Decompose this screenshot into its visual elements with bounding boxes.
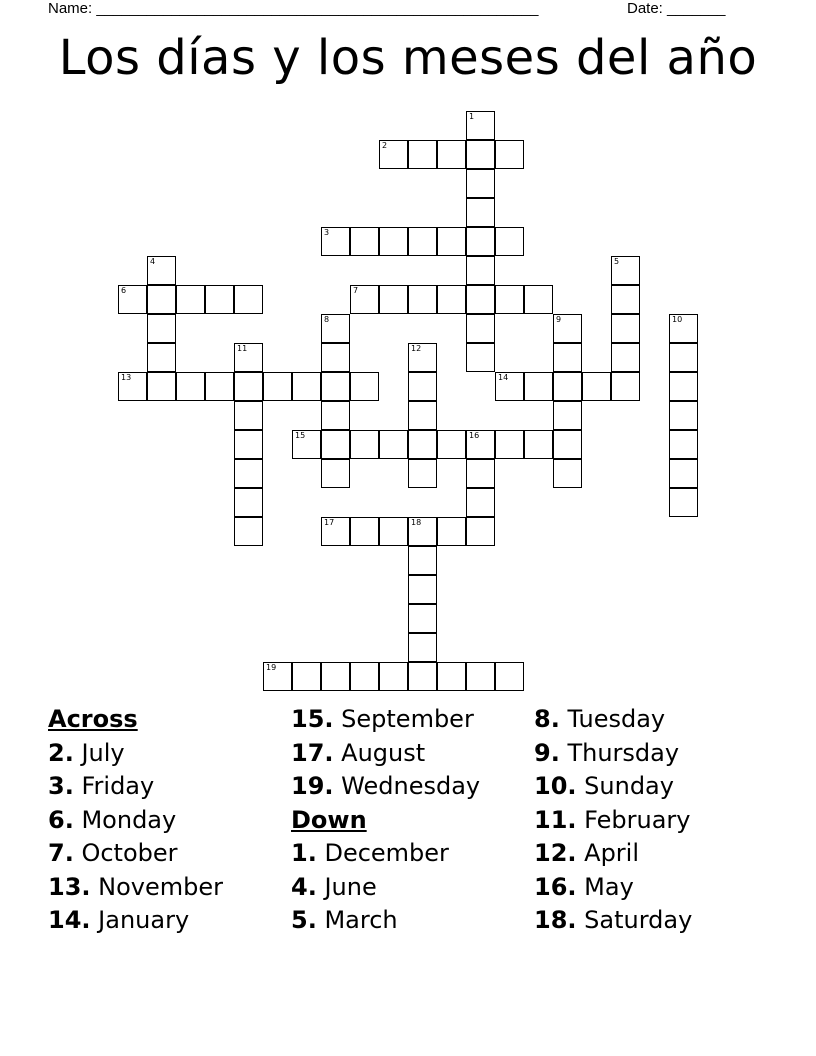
grid-cell[interactable] [524,430,553,459]
clue-down-18: 18. Saturday [534,906,693,934]
cell-number: 14 [498,373,509,382]
grid-cell[interactable] [234,459,263,488]
grid-cell[interactable] [292,372,321,401]
grid-cell[interactable] [234,285,263,314]
clue-down-16: 16. May [534,872,634,901]
grid-cell[interactable] [437,517,466,546]
clue-across-2: 2. July [48,738,125,767]
grid-cell[interactable] [147,256,176,285]
grid-cell[interactable] [611,256,640,285]
cell-number: 13 [121,373,132,382]
cell-number: 19 [266,663,277,672]
grid-cell[interactable] [321,401,350,430]
clue-down-11: 11. February [534,805,691,834]
cell-number: 18 [411,518,422,527]
cell-number: 4 [150,257,156,266]
grid-cell[interactable] [553,343,582,372]
clue-down-8: 8. Tuesday [534,705,666,733]
cell-number: 7 [353,286,359,295]
grid-cell[interactable] [466,285,495,314]
grid-cell[interactable] [408,227,437,256]
grid-cell[interactable] [379,662,408,691]
clue-down-4: 4. June [291,872,377,901]
grid-cell[interactable] [379,430,408,459]
cell-number: 17 [324,518,335,527]
grid-cell[interactable] [350,662,379,691]
cell-number: 9 [556,315,562,324]
down-heading: Down [291,805,367,834]
grid-cell[interactable] [582,372,611,401]
clue-across-15: 15. September [291,705,474,733]
grid-cell[interactable] [408,517,437,546]
grid-cell[interactable] [408,546,437,575]
grid-cell[interactable] [321,459,350,488]
grid-cell[interactable] [466,662,495,691]
grid-cell[interactable] [147,314,176,343]
grid-cell[interactable] [524,372,553,401]
grid-cell[interactable] [553,430,582,459]
grid-cell[interactable] [408,372,437,401]
grid-cell[interactable] [669,401,698,430]
grid-cell[interactable] [611,285,640,314]
cell-number: 12 [411,344,422,353]
grid-cell[interactable] [147,285,176,314]
grid-cell[interactable] [350,430,379,459]
grid-cell[interactable] [321,314,350,343]
grid-cell[interactable] [263,372,292,401]
grid-cell[interactable] [553,401,582,430]
cell-number: 11 [237,344,248,353]
grid-cell[interactable] [611,372,640,401]
grid-cell[interactable] [466,140,495,169]
clue-down-10: 10. Sunday [534,772,674,800]
clue-across-3: 3. Friday [48,772,155,800]
grid-cell[interactable] [408,633,437,662]
grid-cell[interactable] [408,459,437,488]
grid-cell[interactable] [466,111,495,140]
clue-across-6: 6. Monday [48,805,177,834]
grid-cell[interactable] [408,604,437,633]
grid-cell[interactable] [437,227,466,256]
clue-down-1: 1. December [291,839,449,867]
clue-column-3 [534,703,692,938]
cell-number: 10 [672,315,683,324]
grid-cell[interactable] [466,517,495,546]
grid-cell[interactable] [466,314,495,343]
grid-cell[interactable] [466,256,495,285]
date-label: Date: [627,0,668,17]
grid-cell[interactable] [147,372,176,401]
grid-cell[interactable] [321,343,350,372]
name-label: Name: [48,0,97,17]
grid-cell[interactable] [611,343,640,372]
grid-cell[interactable] [321,372,350,401]
grid-cell[interactable] [466,488,495,517]
grid-cell[interactable] [669,372,698,401]
grid-cell[interactable] [553,459,582,488]
grid-cell[interactable] [466,430,495,459]
grid-cell[interactable] [350,517,379,546]
grid-cell[interactable] [524,285,553,314]
grid-cell[interactable] [466,169,495,198]
grid-cell[interactable] [234,401,263,430]
across-heading: Across [48,705,138,733]
grid-cell[interactable] [437,285,466,314]
grid-cell[interactable] [292,662,321,691]
date-blank[interactable]: _______ [667,0,726,17]
grid-cell[interactable] [495,662,524,691]
cell-number: 1 [469,112,475,121]
name-blank[interactable]: _____________________________________________________ [96,0,539,17]
cell-number: 6 [121,286,127,295]
grid-cell[interactable] [350,227,379,256]
grid-cell[interactable] [437,140,466,169]
grid-cell[interactable] [611,314,640,343]
grid-cell[interactable] [669,488,698,517]
grid-cell[interactable] [321,430,350,459]
clue-column-1 [48,703,223,938]
grid-cell[interactable] [437,430,466,459]
grid-cell[interactable] [669,314,698,343]
grid-cell[interactable] [408,401,437,430]
clue-across-13: 13. November [48,872,224,901]
grid-cell[interactable] [292,430,321,459]
grid-cell[interactable] [321,662,350,691]
grid-cell[interactable] [669,430,698,459]
clue-across-14: 14. January [48,906,190,934]
grid-cell[interactable] [205,372,234,401]
grid-cell[interactable] [321,227,350,256]
grid-cell[interactable] [495,227,524,256]
grid-cell[interactable] [466,227,495,256]
grid-cell[interactable] [408,140,437,169]
grid-cell[interactable] [234,517,263,546]
grid-cell[interactable] [495,372,524,401]
grid-cell[interactable] [234,372,263,401]
grid-cell[interactable] [495,140,524,169]
cell-number: 15 [295,431,306,440]
grid-cell[interactable] [408,430,437,459]
grid-cell[interactable] [408,285,437,314]
grid-cell[interactable] [437,662,466,691]
grid-cell[interactable] [234,488,263,517]
grid-cell[interactable] [669,343,698,372]
grid-cell[interactable] [379,140,408,169]
grid-cell[interactable] [234,430,263,459]
grid-cell[interactable] [176,285,205,314]
grid-cell[interactable] [408,343,437,372]
grid-cell[interactable] [466,343,495,372]
clue-down-9: 9. Thursday [534,738,680,767]
page-title: Los días y los meses del año [58,30,758,86]
cell-number: 2 [382,141,388,150]
clue-across-17: 17. August [291,738,426,767]
grid-cell[interactable] [379,517,408,546]
cell-number: 5 [614,257,620,266]
grid-cell[interactable] [118,372,147,401]
grid-cell[interactable] [350,372,379,401]
grid-cell[interactable] [408,575,437,604]
clue-across-19: 19. Wednesday [291,772,481,800]
grid-cell[interactable] [669,459,698,488]
grid-cell[interactable] [147,343,176,372]
grid-cell[interactable] [321,517,350,546]
grid-cell[interactable] [263,662,292,691]
grid-cell[interactable] [379,285,408,314]
grid-cell[interactable] [205,285,234,314]
grid-cell[interactable] [495,430,524,459]
grid-cell[interactable] [466,459,495,488]
grid-cell[interactable] [466,198,495,227]
grid-cell[interactable] [408,662,437,691]
grid-cell[interactable] [553,314,582,343]
grid-cell[interactable] [553,372,582,401]
grid-cell[interactable] [495,285,524,314]
clue-across-7: 7. October [48,839,178,867]
grid-cell[interactable] [379,227,408,256]
cell-number: 16 [469,431,480,440]
clue-down-12: 12. April [534,839,640,867]
cell-number: 8 [324,315,330,324]
clue-down-5: 5. March [291,906,398,934]
grid-cell[interactable] [176,372,205,401]
cell-number: 3 [324,228,330,237]
clue-column-2 [291,703,480,938]
grid-cell[interactable] [234,343,263,372]
grid-cell[interactable] [118,285,147,314]
grid-cell[interactable] [350,285,379,314]
